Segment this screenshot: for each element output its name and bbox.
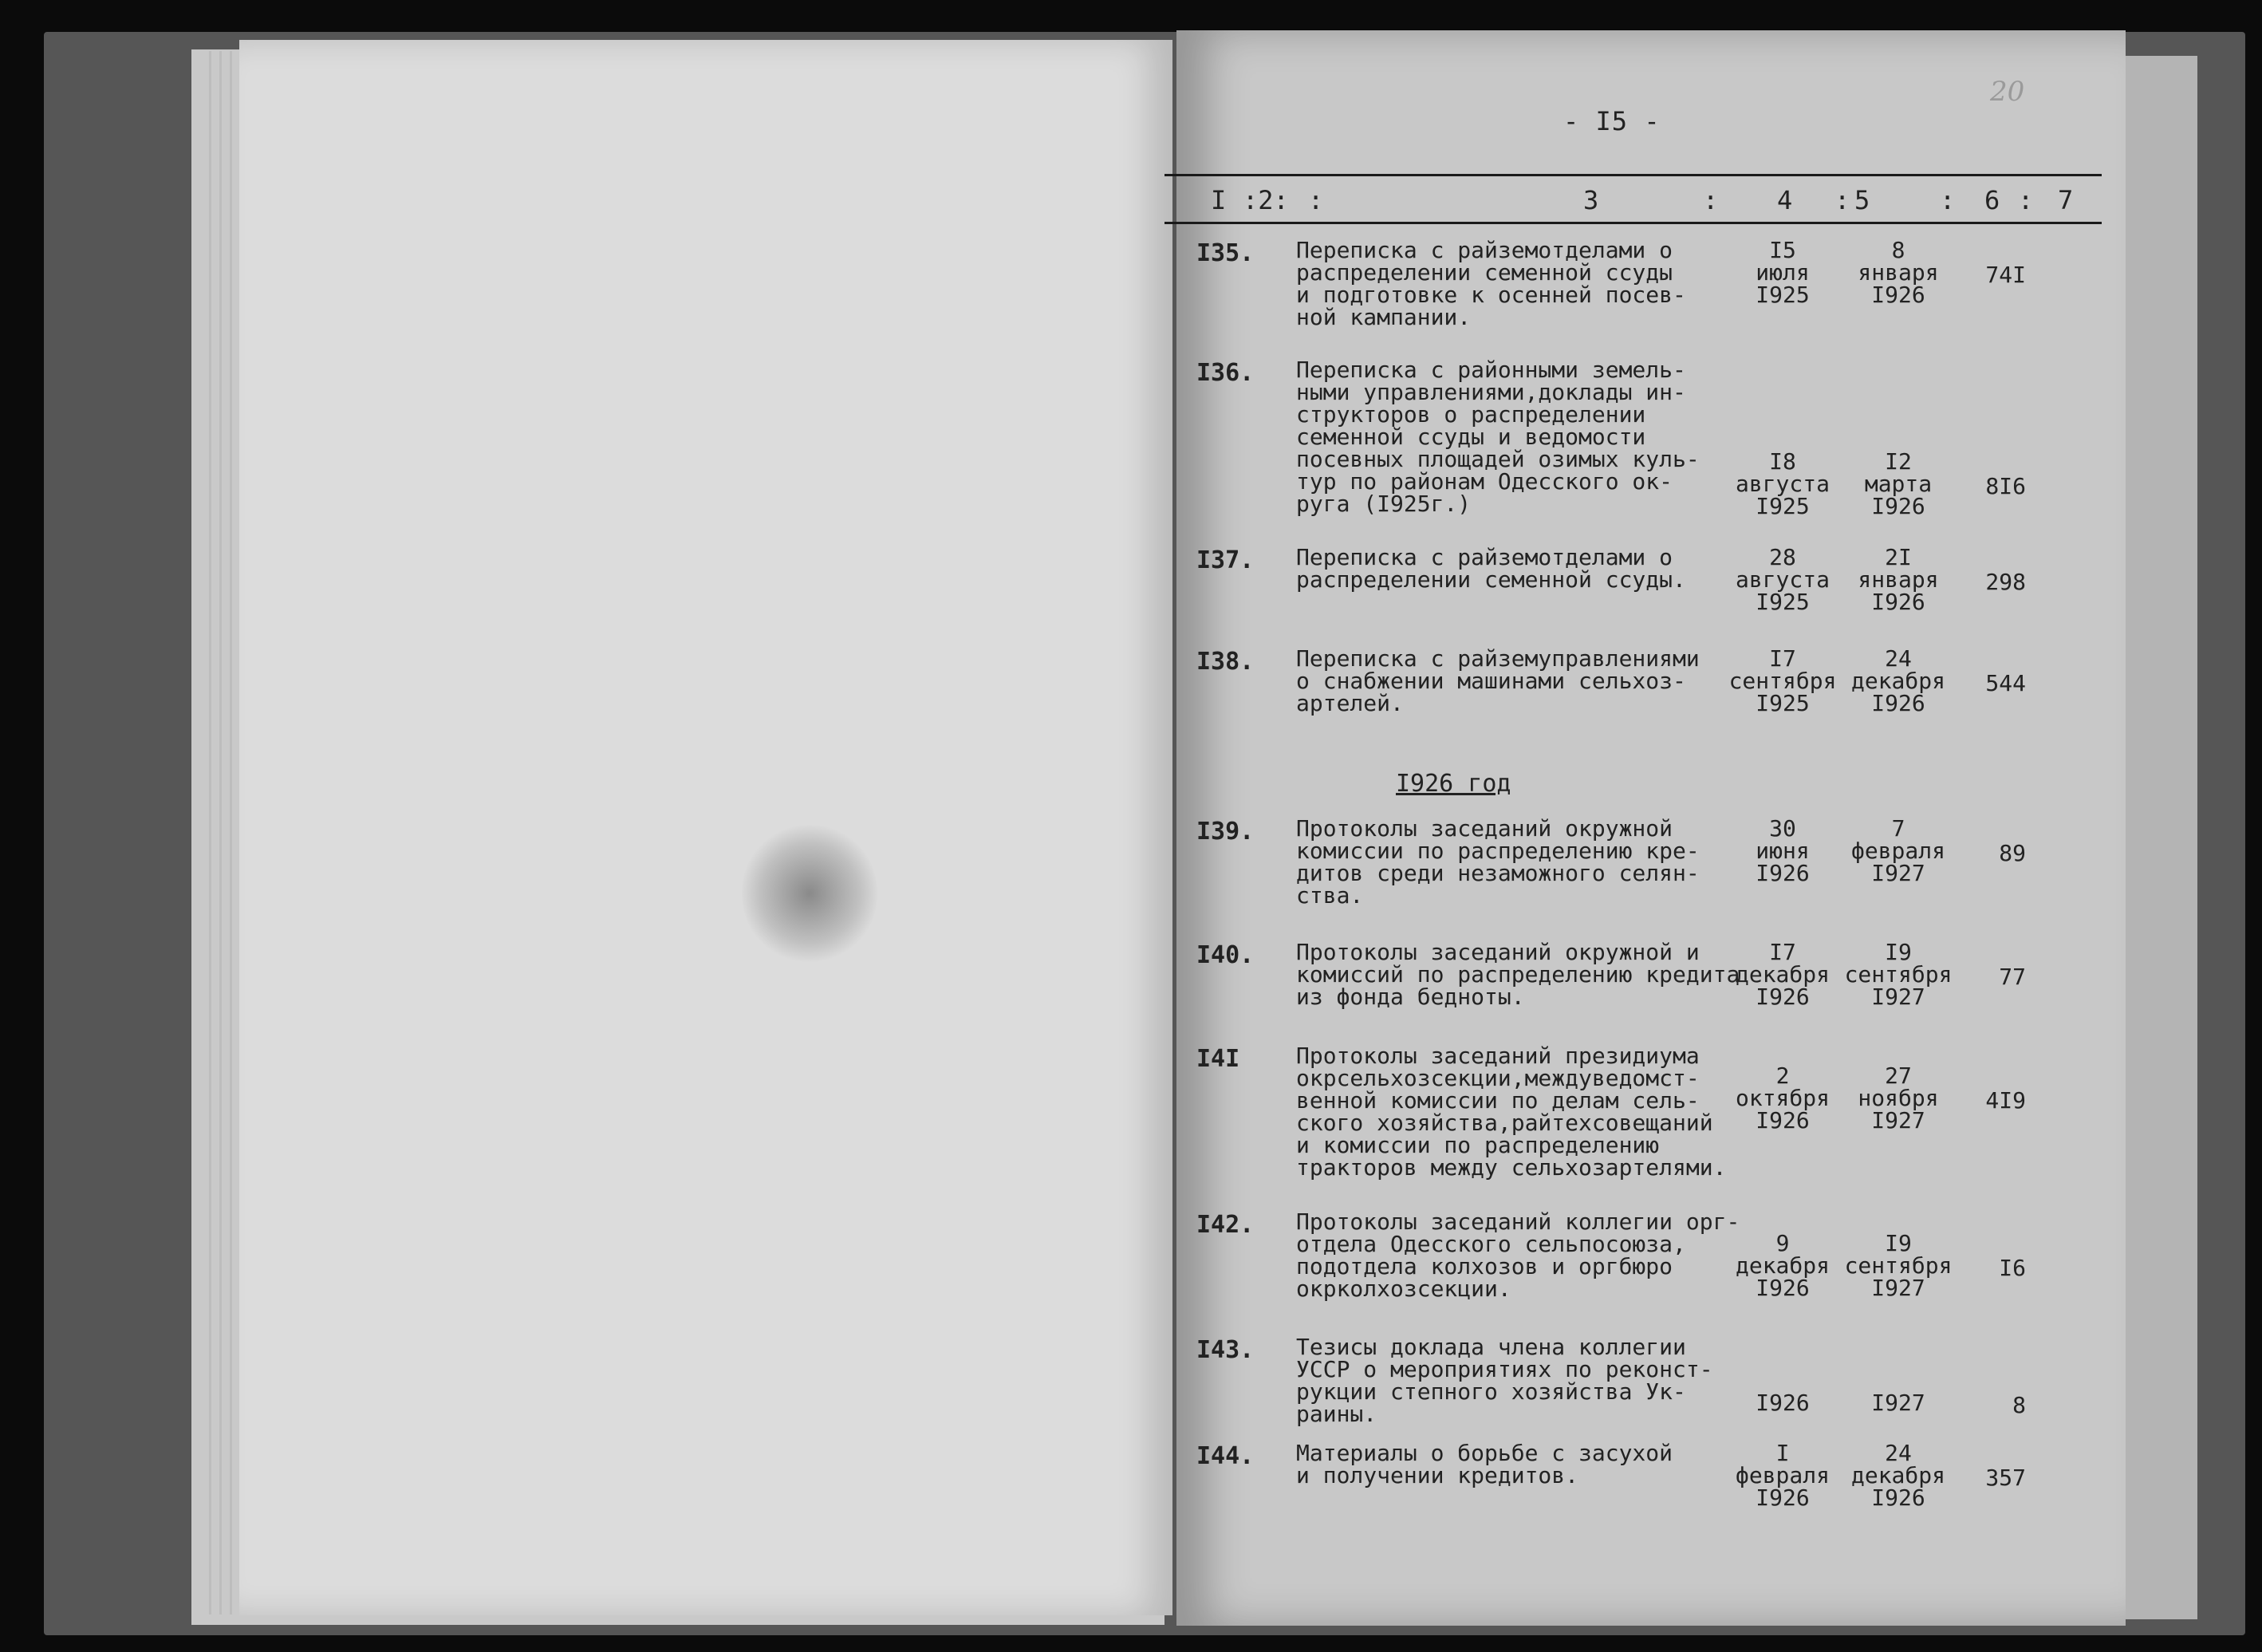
- entry-sheet-count: 8: [2012, 1392, 2026, 1418]
- entry-end-date: I9 сентября I927: [1844, 939, 1953, 1010]
- entry-description: Переписка с райземотделами о распределении семенной ссуды и подготовке к осенней посев- ной кампании.: [1296, 237, 1686, 330]
- entry-description: Протоколы заседаний окружной и комиссий по распределению кредита из фонда бедноты.: [1296, 939, 1740, 1010]
- entry-start-date: I926: [1756, 1390, 1810, 1416]
- column-header: 7: [2058, 185, 2074, 215]
- entry-sheet-count: 74I: [1985, 262, 2026, 288]
- entry-end-date: 27 ноября I927: [1858, 1063, 1939, 1134]
- entry-end-date: 7 февраля I927: [1850, 815, 1945, 886]
- entry-number: I39.: [1196, 818, 1255, 846]
- entry-start-date: I февраля I926: [1735, 1440, 1830, 1511]
- entry-description: Переписка с районными земель- ными управлениями,доклады ин- структоров о распределении семенной ссуды и ведомости посевных площадей озимых куль- тур по районам Одесского ок- руга (I925г.): [1296, 357, 1700, 517]
- page-edge: [219, 51, 222, 1615]
- entry-number: I44.: [1196, 1442, 1255, 1470]
- column-header: 6: [1984, 185, 2000, 215]
- column-header: :: [1308, 185, 1324, 215]
- entry-number: I38.: [1196, 648, 1255, 676]
- entry-description: Протоколы заседаний коллегии орг- отдела Одесского сельпосоюза, подотдела колхозов и оргбюро окрколхозсекции.: [1296, 1208, 1740, 1302]
- entry-end-date: 24 декабря I926: [1850, 645, 1945, 716]
- entry-start-date: I8 августа I925: [1735, 448, 1830, 519]
- left-page: [239, 40, 1172, 1615]
- entry-number: I40.: [1196, 941, 1255, 969]
- entry-number: I42.: [1196, 1211, 1255, 1239]
- page-number: - I5 -: [1563, 106, 1661, 136]
- column-header: 5: [1854, 185, 1870, 215]
- page-edge: [230, 51, 232, 1615]
- entry-start-date: 28 августа I925: [1735, 544, 1830, 615]
- entry-start-date: I7 сентября I925: [1728, 645, 1837, 716]
- entry-end-date: 24 декабря I926: [1850, 1440, 1945, 1511]
- entry-sheet-count: 298: [1985, 569, 2026, 595]
- header-rule-bottom: [1164, 222, 2102, 224]
- entry-description: Тезисы доклада члена коллегии УССР о мероприятиях по реконст- рукции степного хозяйства Ук- раины.: [1296, 1334, 1713, 1427]
- entry-sheet-count: 4I9: [1985, 1087, 2026, 1114]
- entry-start-date: 2 октября I926: [1735, 1063, 1830, 1134]
- page-edge: [209, 51, 211, 1615]
- entry-sheet-count: 544: [1985, 670, 2026, 696]
- column-header: :: [1834, 185, 1850, 215]
- entry-number: I4I: [1196, 1045, 1240, 1073]
- entry-description: Протоколы заседаний окружной комиссии по распределению кре- дитов среди незаможного селян- ства.: [1296, 815, 1700, 909]
- column-header: I: [1211, 185, 1227, 215]
- column-header: :: [1703, 185, 1719, 215]
- header-rule-top: [1164, 174, 2102, 176]
- entry-number: I35.: [1196, 239, 1255, 267]
- entry-number: I37.: [1196, 546, 1255, 574]
- entry-start-date: I5 июля I925: [1756, 237, 1810, 308]
- archive-folio-mark: 20: [1990, 76, 2025, 108]
- entry-end-date: I9 сентября I927: [1844, 1230, 1953, 1301]
- column-header: :: [1940, 185, 1956, 215]
- entry-sheet-count: 8I6: [1985, 473, 2026, 499]
- entry-description: Переписка с райземуправлениями о снабжении машинами сельхоз- артелей.: [1296, 645, 1700, 716]
- entry-end-date: 8 января I926: [1858, 237, 1939, 308]
- entry-description: Переписка с райземотделами о распределении семенной ссуды.: [1296, 544, 1686, 593]
- entry-end-date: I2 марта I926: [1864, 448, 1933, 519]
- entry-end-date: I927: [1871, 1390, 1925, 1416]
- entry-number: I43.: [1196, 1336, 1255, 1364]
- column-header: 4: [1777, 185, 1793, 215]
- entry-sheet-count: 77: [1999, 964, 2026, 990]
- ink-stain: [742, 822, 877, 965]
- entry-description: Материалы о борьбе с засухой и получении кредитов.: [1296, 1440, 1673, 1488]
- entry-end-date: 2I января I926: [1858, 544, 1939, 615]
- entry-sheet-count: 357: [1985, 1465, 2026, 1491]
- year-heading: I926 год: [1396, 770, 1511, 798]
- right-page-stack: [2126, 56, 2197, 1619]
- column-header: :2:: [1243, 185, 1289, 215]
- entry-description: Протоколы заседаний президиума окрсельхозсекции,междуведомст- венной комиссии по делам сель- ского хозяйства,райтехсовещаний и комиссии по распределению тракторов между сельхозартелями.: [1296, 1043, 1727, 1181]
- entry-start-date: 9 декабря I926: [1735, 1230, 1830, 1301]
- entry-start-date: I7 декабря I926: [1735, 939, 1830, 1010]
- entry-sheet-count: I6: [1999, 1255, 2026, 1281]
- entry-number: I36.: [1196, 359, 1255, 387]
- entry-sheet-count: 89: [1999, 840, 2026, 866]
- column-header: :: [2018, 185, 2034, 215]
- column-header: 3: [1583, 185, 1599, 215]
- entry-start-date: 30 июня I926: [1756, 815, 1810, 886]
